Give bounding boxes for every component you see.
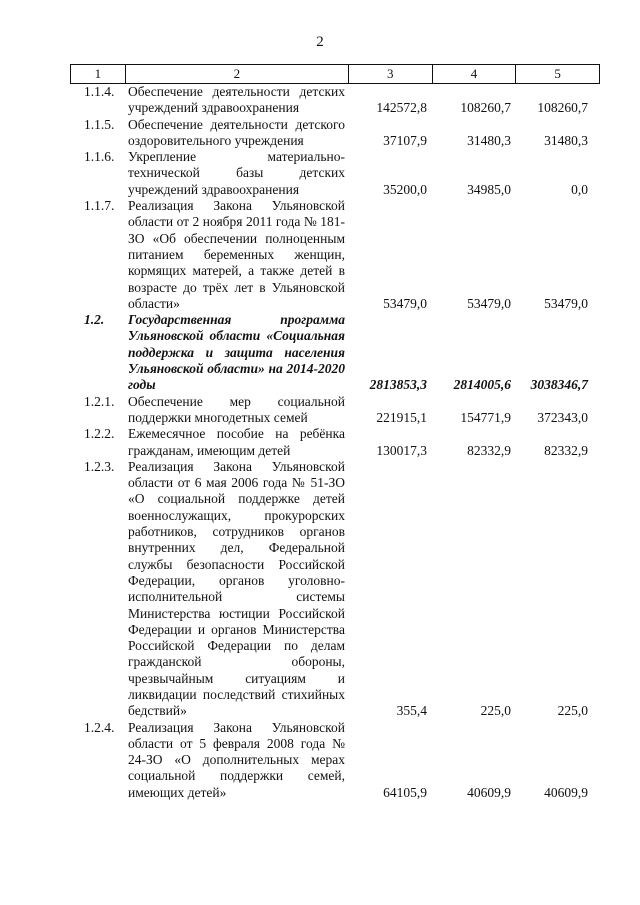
row-name: Обеспечение деятельности детского оздоровительного учреждения bbox=[128, 116, 345, 148]
row-value-col4: 108260,7 bbox=[460, 100, 511, 116]
row-value-col5: 31480,3 bbox=[544, 132, 588, 148]
row-name: Укрепление материально-технической базы детских учреждений здравоохранения bbox=[128, 149, 345, 197]
row-value-col5: 3038346,7 bbox=[530, 377, 588, 393]
row-value-col3: 130017,3 bbox=[376, 442, 427, 458]
row-value-col5: 108260,7 bbox=[537, 100, 588, 116]
row-value-col5: 0,0 bbox=[571, 181, 588, 197]
table-row bbox=[70, 117, 600, 150]
table-row bbox=[70, 394, 600, 427]
row-name: Реализация Закона Ульяновской области от 5 февраля 2008 года № 24-ЗО «О дополнительных мерах социальной поддержки семей, имеющих детей» bbox=[128, 719, 345, 800]
row-value-col3: 35200,0 bbox=[383, 181, 427, 197]
row-name: Обеспечение мер социальной поддержки многодетных семей bbox=[128, 393, 345, 425]
row-value-col3: 355,4 bbox=[396, 703, 427, 719]
row-value-col4: 40609,9 bbox=[467, 784, 511, 800]
row-value-col5: 82332,9 bbox=[544, 442, 588, 458]
table-row bbox=[70, 312, 600, 393]
table-row bbox=[70, 149, 600, 198]
table-row bbox=[70, 84, 600, 117]
row-number: 1.2.1. bbox=[84, 393, 115, 409]
row-name: Реализация Закона Ульяновской области от 2 ноября 2011 года № 181-ЗО «Об обеспечении полноценным питанием беременных женщин, кормящих матерей, а также детей в возрасте до трёх лет в Ульяновской области» bbox=[128, 198, 345, 311]
header-col-3: 3 bbox=[349, 65, 433, 83]
budget-table bbox=[70, 64, 600, 801]
row-value-col3: 53479,0 bbox=[383, 295, 427, 311]
row-number: 1.2.3. bbox=[84, 458, 115, 474]
row-value-col5: 225,0 bbox=[557, 703, 588, 719]
table-header-row bbox=[70, 64, 600, 84]
table-row bbox=[70, 459, 600, 720]
row-value-col3: 142572,8 bbox=[376, 100, 427, 116]
table-row bbox=[70, 720, 600, 801]
row-value-col5: 53479,0 bbox=[544, 295, 588, 311]
row-value-col5: 372343,0 bbox=[537, 409, 588, 425]
row-name: Обеспечение деятельности детских учреждений здравоохранения bbox=[128, 84, 345, 116]
table-row bbox=[70, 198, 600, 312]
row-value-col4: 31480,3 bbox=[467, 132, 511, 148]
row-number: 1.2.2. bbox=[84, 426, 115, 442]
row-value-col4: 34985,0 bbox=[467, 181, 511, 197]
page-number: 2 bbox=[316, 34, 324, 50]
row-name: Государственная программа Ульяновской области «Социальная поддержка и защита населения Ульяновской области» на 2014-2020 годы bbox=[128, 312, 345, 393]
row-number: 1.2.4. bbox=[84, 719, 115, 735]
table-body bbox=[70, 84, 600, 801]
row-value-col4: 225,0 bbox=[480, 703, 511, 719]
row-value-col5: 40609,9 bbox=[544, 784, 588, 800]
row-value-col3: 2813853,3 bbox=[369, 377, 427, 393]
row-value-col4: 53479,0 bbox=[467, 295, 511, 311]
header-col-1: 1 bbox=[71, 65, 126, 83]
header-col-2: 2 bbox=[126, 65, 349, 83]
header-col-5: 5 bbox=[554, 66, 561, 81]
table-row bbox=[70, 426, 600, 459]
row-number: 1.2. bbox=[84, 312, 105, 328]
row-name: Реализация Закона Ульяновской области от 6 мая 2006 года № 51-ЗО «О социальной поддержке детей военнослужащих, прокурорских работников, сотрудников органов внутренних дел, Федеральной службы безопасности Российской Федерации, органов уголовно-исполнительной системы Министерства юстиции Российской Федерации и органов Министерства Российской Федерации по делам гражданской обороны, чрезвычайным ситуациям и ликвидации последствий стихийных бедствий» bbox=[128, 458, 345, 719]
row-value-col3: 64105,9 bbox=[383, 784, 427, 800]
row-value-col4: 82332,9 bbox=[467, 442, 511, 458]
header-col-4: 4 bbox=[433, 65, 517, 83]
row-number: 1.1.6. bbox=[84, 149, 115, 165]
row-number: 1.1.7. bbox=[84, 198, 115, 214]
row-value-col4: 154771,9 bbox=[460, 409, 511, 425]
row-number: 1.1.5. bbox=[84, 116, 115, 132]
row-value-col3: 221915,1 bbox=[376, 409, 427, 425]
row-value-col4: 2814005,6 bbox=[453, 377, 511, 393]
row-value-col3: 37107,9 bbox=[383, 132, 427, 148]
row-number: 1.1.4. bbox=[84, 84, 115, 99]
row-name: Ежемесячное пособие на ребёнка гражданам, имеющим детей bbox=[128, 426, 345, 458]
